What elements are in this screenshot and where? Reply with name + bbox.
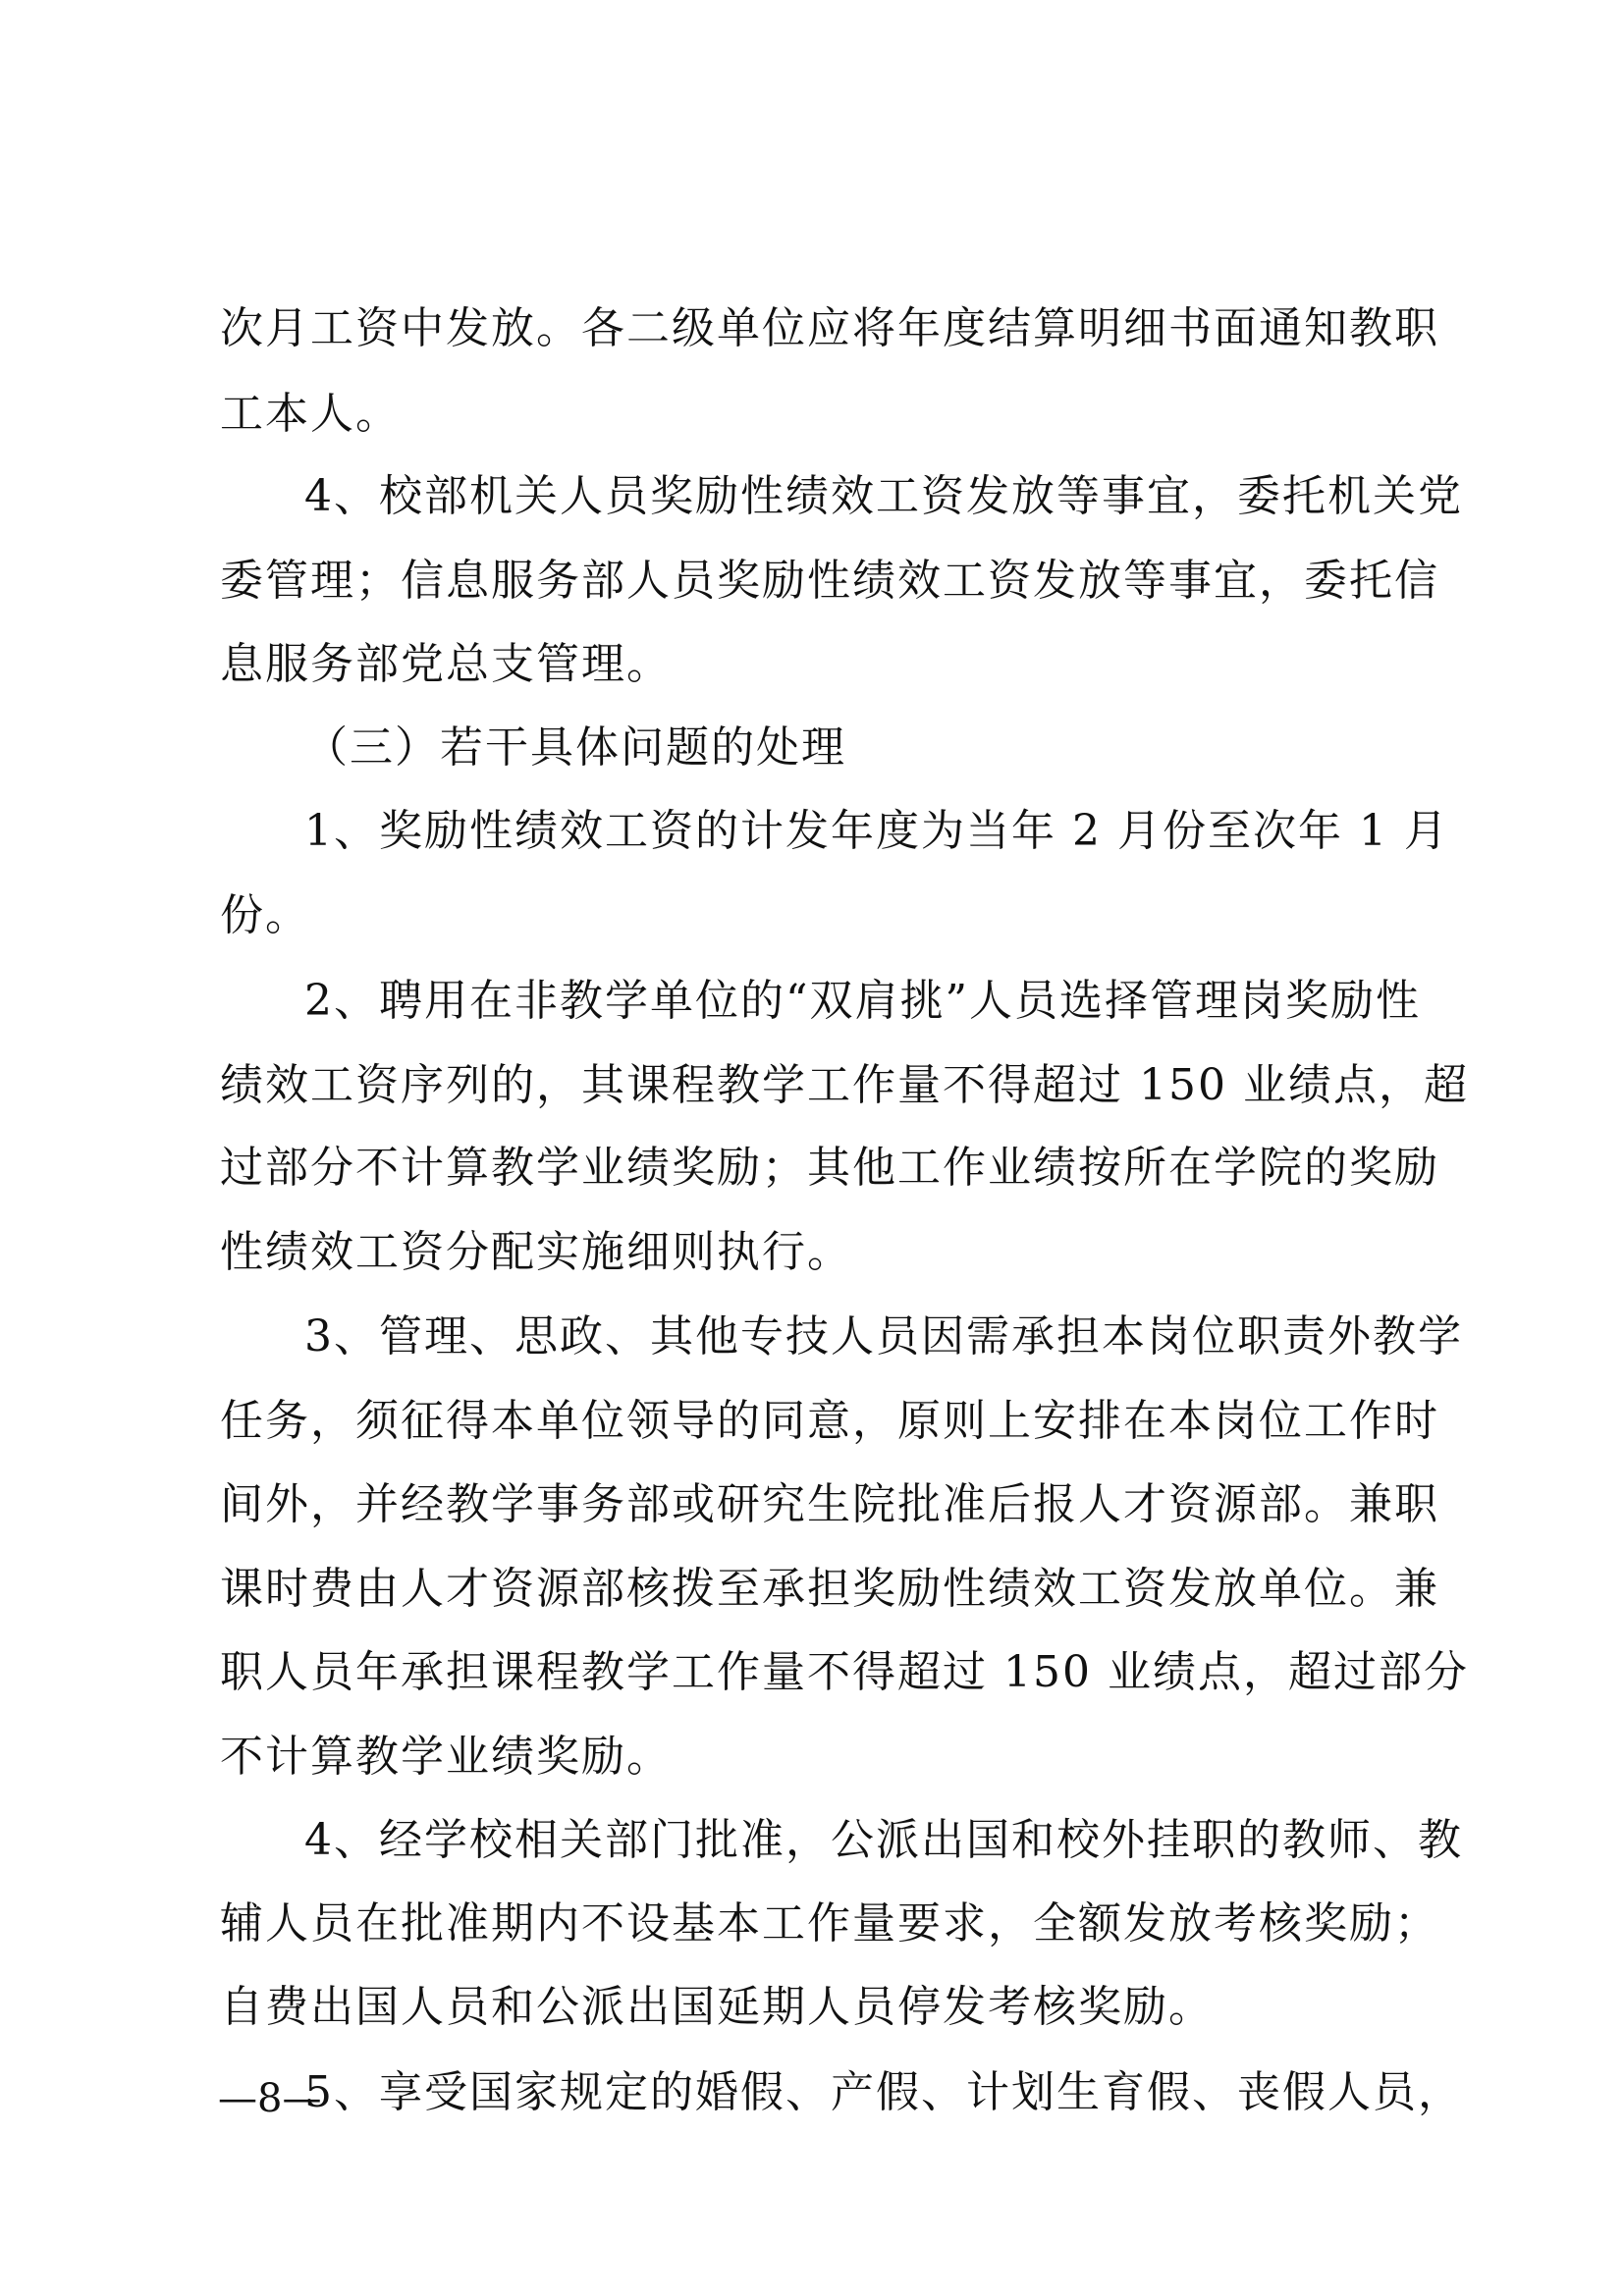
text-line-2: 工本人。 bbox=[220, 389, 401, 439]
text-line-5: 息服务部党总支管理。 bbox=[220, 639, 672, 689]
section-heading: （三）若干具体问题的处理 bbox=[304, 722, 846, 773]
text-line-7: 1、奖励性绩效工资的计发年度为当年 2 月份至次年 1 月 bbox=[304, 806, 1449, 856]
text-line-18: 不计算教学业绩奖励。 bbox=[220, 1732, 672, 1782]
text-line-4: 委管理；信息服务部人员奖励性绩效工资发放等事宜，委托信 bbox=[220, 556, 1439, 606]
text-line-22: 5、享受国家规定的婚假、产假、计划生育假、丧假人员， bbox=[304, 2067, 1463, 2117]
text-line-17: 职人员年承担课程教学工作量不得超过 150 业绩点，超过部分 bbox=[220, 1647, 1469, 1697]
text-line-14: 任务，须征得本单位领导的同意，原则上安排在本岗位工作时 bbox=[220, 1396, 1439, 1446]
text-line-11: 过部分不计算教学业绩奖励；其他工作业绩按所在学院的奖励 bbox=[220, 1143, 1439, 1193]
text-line-8: 份。 bbox=[220, 890, 310, 940]
text-line-16: 课时费由人才资源部核拨至承担奖励性绩效工资发放单位。兼 bbox=[220, 1564, 1439, 1614]
text-line-10: 绩效工资序列的，其课程教学工作量不得超过 150 业绩点，超 bbox=[220, 1060, 1469, 1110]
text-line-3: 4、校部机关人员奖励性绩效工资发放等事宜，委托机关党 bbox=[304, 471, 1463, 521]
text-line-20: 辅人员在批准期内不设基本工作量要求，全额发放考核奖励； bbox=[220, 1898, 1439, 1949]
page-number: —8— bbox=[218, 2076, 322, 2121]
text-line-15: 间外，并经教学事务部或研究生院批准后报人才资源部。兼职 bbox=[220, 1479, 1439, 1529]
text-line-19: 4、经学校相关部门批准，公派出国和校外挂职的教师、教 bbox=[304, 1815, 1463, 1865]
text-line-13: 3、管理、思政、其他专技人员因需承担本岗位职责外教学 bbox=[304, 1311, 1463, 1362]
text-line-9: 2、聘用在非教学单位的“双肩挑”人员选择管理岗奖励性 bbox=[304, 976, 1421, 1026]
text-line-1: 次月工资中发放。各二级单位应将年度结算明细书面通知教职 bbox=[220, 303, 1439, 353]
text-line-12: 性绩效工资分配实施细则执行。 bbox=[220, 1227, 852, 1277]
text-line-21: 自费出国人员和公派出国延期人员停发考核奖励。 bbox=[220, 1982, 1214, 2032]
